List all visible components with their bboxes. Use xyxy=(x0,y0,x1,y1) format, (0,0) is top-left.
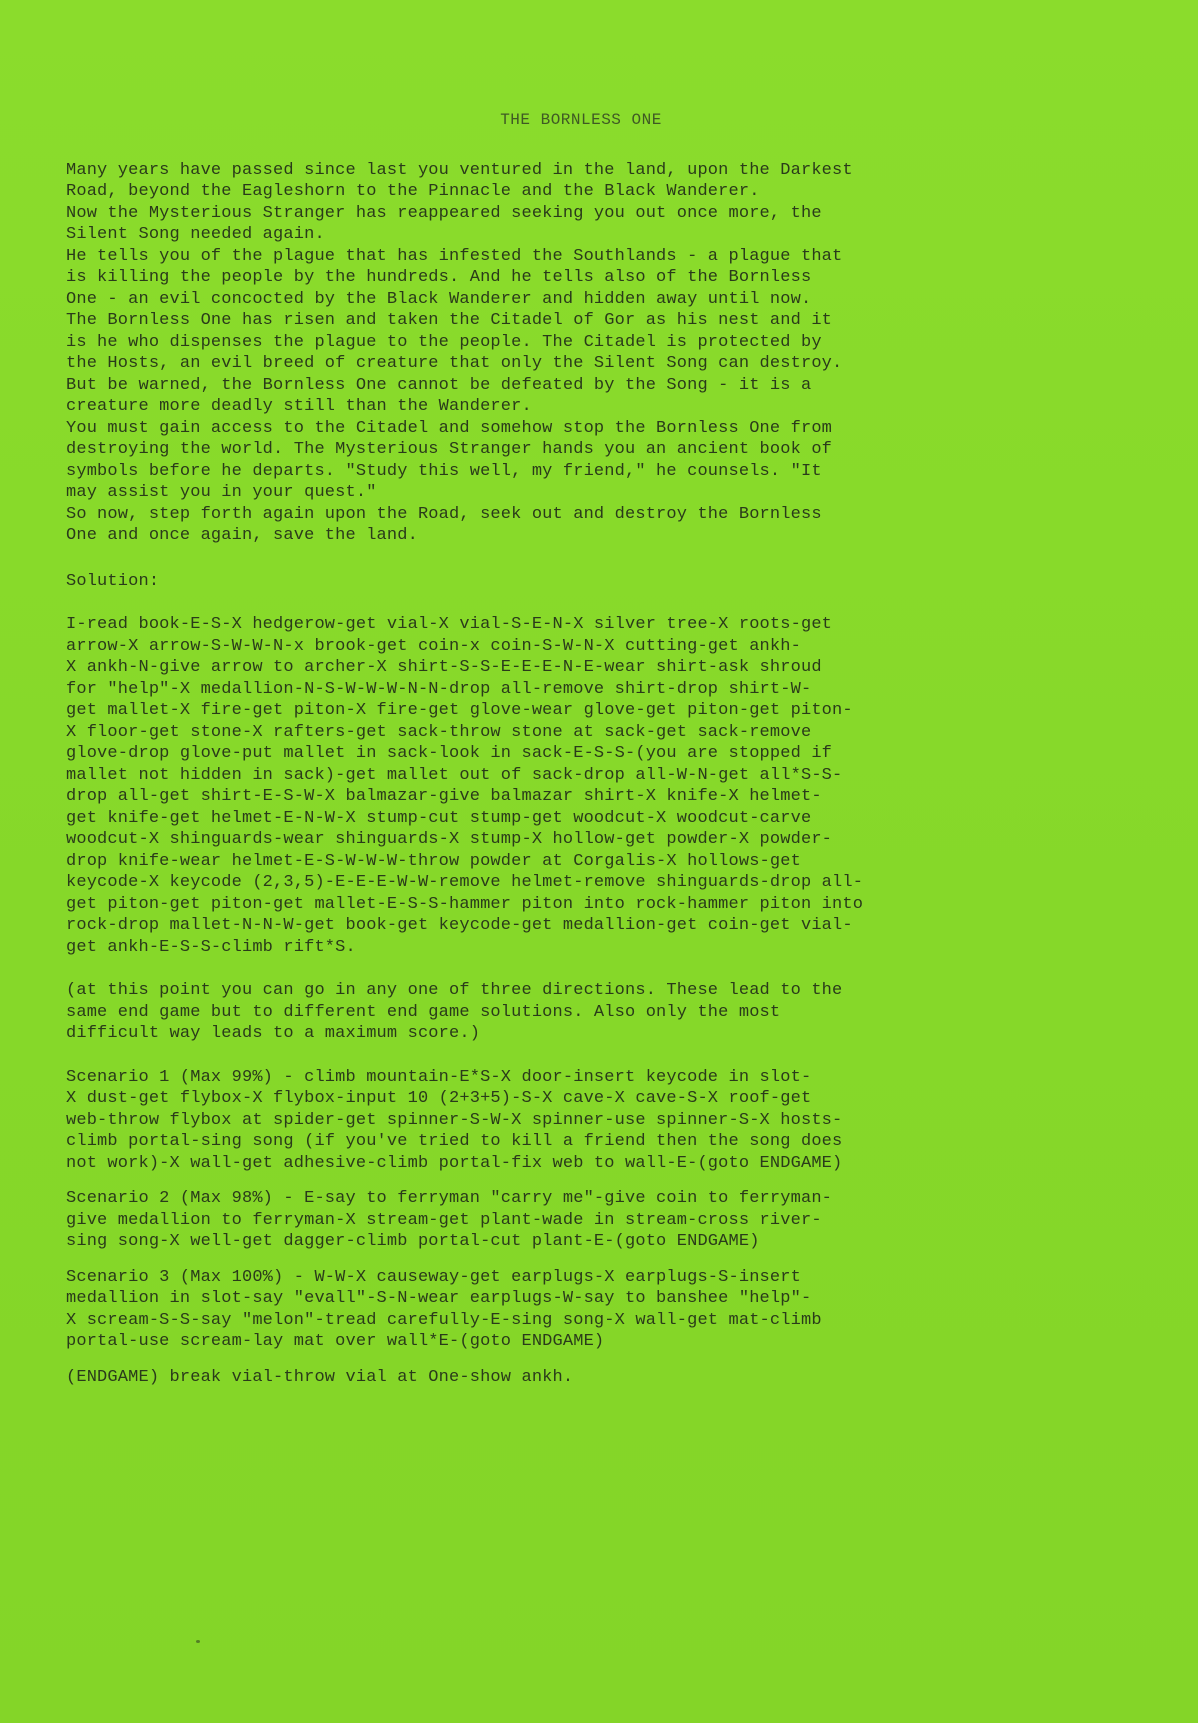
intro-paragraph-4: You must gain access to the Citadel and somehow stop the Bornless One from destroying the world. The Mysterious Stranger hands you an ancient book of symbols before he departs. "Study this well, my friend," he counsels. "It may assist you in your quest." xyxy=(66,418,833,502)
intro-paragraph-5: So now, step forth again upon the Road, seek out and destroy the Bornless One and once again, save the land. xyxy=(66,504,822,545)
document-body xyxy=(66,110,1136,1388)
endgame-line: (ENDGAME) break vial-throw vial at One-show ankh. xyxy=(66,1367,574,1387)
scenario-3: Scenario 3 (Max 100%) - W-W-X causeway-get earplugs-X earplugs-S-insert medallion in slot-say "evall"-S-N-wear earplugs-W-say to banshee "help"- X scream-S-S-say "melon"-tread carefully-E-sing song-X wall-get mat-climb portal-use scream-lay mat over wall*E-(goto ENDGAME) xyxy=(66,1267,822,1351)
document-title: THE BORNLESS ONE xyxy=(500,111,662,129)
intro-paragraph-2: Now the Mysterious Stranger has reappeared seeking you out once more, the Silent Song needed again. xyxy=(66,203,822,244)
scenario-2: Scenario 2 (Max 98%) - E-say to ferryman "carry me"-give coin to ferryman- give medallion to ferryman-X stream-get plant-wade in stream-cross river- sing song-X well-get dagger-climb portal-cut plant-E-(goto ENDGAME) xyxy=(66,1189,833,1251)
intro-paragraph-1: Many years have passed since last you ventured in the land, upon the Darkest Road, beyond the Eagleshorn to the Pinnacle and the Black Wanderer. xyxy=(66,160,853,201)
paper-speck xyxy=(196,1640,200,1643)
intro-paragraph-3: He tells you of the plague that has infested the Southlands - a plague that is killing the people by the hundreds. And he tells also of the Bornless One - an evil concocted by the Black Wanderer and hidden away until now. The Bornless One has risen and taken the Citadel of Gor as his nest and it is he who dispenses the plague to the people. The Citadel is protected by the Hosts, an evil breed of creature that only the Silent Song can destroy. But be warned, the Bornless One cannot be defeated by the Song - it is a creature more deadly still than the Wanderer. xyxy=(66,246,843,416)
solution-heading: Solution: xyxy=(66,571,160,591)
branch-note: (at this point you can go in any one of three directions. These lead to the same end game but to different end game solutions. Also only the most difficult way leads to a maximum score.) xyxy=(66,981,843,1043)
solution-walkthrough: I-read book-E-S-X hedgerow-get vial-X vial-S-E-N-X silver tree-X roots-get arrow-X arrow-S-W-W-N-x brook-get coin-x coin-S-W-N-X cutting-get ankh- X ankh-N-give arrow to archer-X shirt-S-S-E-E-E-N-E-wear shirt-ask shroud for "help"-X medallion-N-S-W-W-W-N-N-drop all-remove shirt-drop shirt-W- get mallet-X fire-get piton-X fire-get glove-wear glove-get piton-get piton- X floor-get stone-X rafters-get sack-throw stone at sack-get sack-remove glove-drop glove-put mallet in sack-look in sack-E-S-S-(you are stopped if mallet not hidden in sack)-get mallet out of sack-drop all-W-N-get all*S-S- drop all-get shirt-E-S-W-X balmazar-give balmazar shirt-X knife-X helmet- get knife-get helmet-E-N-W-X stump-cut stump-get woodcut-X woodcut-carve woodcut-X shinguards-wear shinguards-X stump-X hollow-get powder-X powder- drop knife-wear helmet-E-S-W-W-W-throw powder at Corgalis-X hollows-get keycode-X keycode (2,3,5)-E-E-E-W-W-remove helmet-remove shinguards-drop all- get piton-get piton-get mallet-E-S-S-hammer piton into rock-hammer piton into rock-drop mallet-N-N-W-get book-get keycode-get medallion-get coin-get vial- get ankh-E-S-S-climb rift*S. xyxy=(66,615,864,957)
scenario-1: Scenario 1 (Max 99%) - climb mountain-E*S-X door-insert keycode in slot- X dust-get flybox-X flybox-input 10 (2+3+5)-S-X cave-X cave-S-X roof-get web-throw flybox at spider-get spinner-S-W-X spinner-use spinner-S-X hosts- climb portal-sing song (if you've tried to kill a friend then the song does not work)-X wall-get adhesive-climb portal-fix web to wall-E-(goto ENDGAME) xyxy=(66,1067,843,1173)
